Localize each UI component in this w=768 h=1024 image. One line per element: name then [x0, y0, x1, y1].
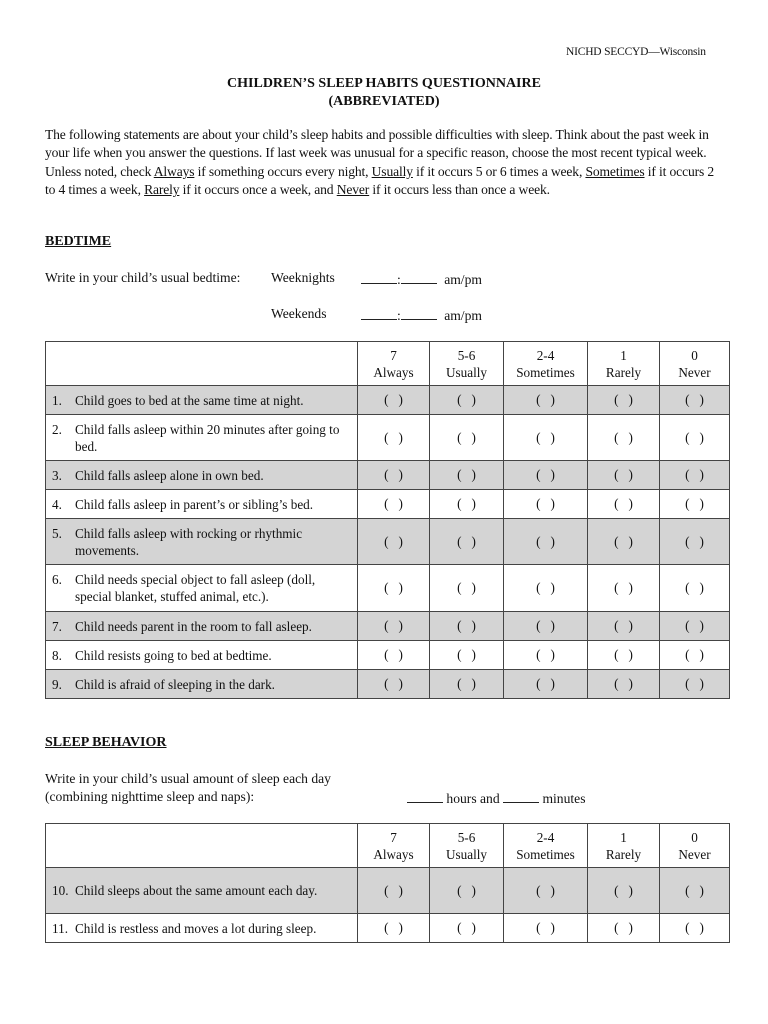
weekends-minute-blank[interactable] — [401, 306, 437, 320]
intro-text-4: if it occurs 2 to 4 times a week, — [45, 163, 715, 198]
answer-checkbox-always[interactable]: ( ) — [358, 868, 430, 914]
column-frequency: 2-4 — [536, 347, 555, 363]
sleep-behavior-table-body — [46, 824, 730, 943]
column-label: Usually — [445, 846, 488, 862]
column-label: Usually — [445, 364, 488, 380]
answer-checkbox-always[interactable]: ( ) — [358, 461, 430, 490]
intro-text-5: if it occurs once a week, and — [179, 182, 337, 198]
answer-checkbox-sometimes[interactable]: ( ) — [504, 461, 588, 490]
question-content — [52, 647, 351, 664]
intro-sometimes: Sometimes — [585, 163, 645, 179]
column-header — [660, 824, 730, 868]
question-content — [52, 467, 351, 484]
answer-checkbox-never[interactable]: ( ) — [660, 868, 730, 914]
weekends-ampm: am/pm — [444, 308, 482, 323]
sleep-amount-field[interactable] — [407, 789, 586, 807]
answer-checkbox-never[interactable]: ( ) — [660, 565, 730, 612]
question-text: Child sleeps about the same amount each day. — [75, 883, 318, 898]
answer-checkbox-sometimes[interactable]: ( ) — [504, 670, 588, 699]
weeknights-ampm: am/pm — [444, 272, 482, 287]
sleep-amount-prompt-line2: (combining nighttime sleep and naps): — [45, 789, 255, 804]
question-cell — [46, 641, 358, 670]
minutes-blank[interactable] — [503, 789, 539, 803]
question-row — [46, 565, 730, 612]
question-text: Child needs parent in the room to fall asleep. — [75, 618, 312, 634]
answer-checkbox-sometimes[interactable]: ( ) — [504, 641, 588, 670]
answer-checkbox-never[interactable]: ( ) — [660, 914, 730, 943]
answer-checkbox-rarely[interactable]: ( ) — [588, 386, 660, 415]
answer-checkbox-usually[interactable]: ( ) — [430, 868, 504, 914]
column-frequency: 0 — [691, 829, 698, 845]
question-row — [46, 461, 730, 490]
question-cell — [46, 490, 358, 519]
answer-checkbox-sometimes[interactable]: ( ) — [504, 386, 588, 415]
bedtime-table-body — [46, 342, 730, 699]
question-row — [46, 670, 730, 699]
question-content — [52, 525, 351, 559]
question-cell — [46, 386, 358, 415]
answer-checkbox-usually[interactable]: ( ) — [430, 461, 504, 490]
column-frequency: 5-6 — [457, 347, 476, 363]
answer-checkbox-usually[interactable]: ( ) — [430, 565, 504, 612]
question-text: Child falls asleep alone in own bed. — [75, 467, 264, 483]
column-label: Always — [373, 846, 414, 862]
weeknights-hour-blank[interactable] — [361, 270, 397, 284]
answer-checkbox-sometimes[interactable]: ( ) — [504, 519, 588, 565]
column-label: Always — [373, 364, 414, 380]
column-header — [504, 824, 588, 868]
column-label: Sometimes — [516, 364, 575, 380]
column-label: Sometimes — [516, 846, 575, 862]
question-cell — [46, 612, 358, 641]
answer-checkbox-rarely[interactable]: ( ) — [588, 868, 660, 914]
column-label: Never — [678, 364, 711, 380]
intro-always: Always — [153, 163, 195, 179]
question-number: 10. — [52, 883, 69, 898]
question-number: 11. — [52, 920, 68, 936]
intro-text-2: if something occurs every night, — [194, 163, 372, 179]
question-content — [52, 392, 351, 409]
question-row — [46, 386, 730, 415]
question-text: Child falls asleep within 20 minutes after going to bed. — [75, 421, 340, 454]
question-row — [46, 519, 730, 565]
intro-text-3: if it occurs 5 or 6 times a week, — [412, 163, 586, 179]
question-cell — [46, 461, 358, 490]
table-header-row — [46, 342, 730, 386]
answer-checkbox-always[interactable]: ( ) — [358, 490, 430, 519]
answer-checkbox-never[interactable]: ( ) — [660, 519, 730, 565]
question-content — [52, 920, 351, 937]
bedtime-prompt: Write in your child’s usual bedtime: — [45, 270, 241, 285]
question-number: 1. — [52, 392, 62, 408]
column-header — [358, 824, 430, 868]
answer-checkbox-rarely[interactable]: ( ) — [588, 612, 660, 641]
answer-checkbox-always[interactable]: ( ) — [358, 386, 430, 415]
question-cell — [46, 565, 358, 612]
weeknights-time-field[interactable] — [361, 270, 482, 288]
sleep-behavior-table — [45, 823, 730, 943]
column-frequency: 7 — [390, 829, 397, 845]
question-number: 8. — [52, 647, 62, 663]
instructions-paragraph — [45, 126, 725, 200]
answer-checkbox-sometimes[interactable]: ( ) — [504, 612, 588, 641]
question-content — [52, 571, 351, 605]
intro-text-1: The following statements are about your child’s sleep habits and possible difficulties with sleep. Think about the past week in your life when you answer the questions. If last week was unusual for a specific reason, choose the most recent typical week. Unless noted, check — [45, 127, 709, 179]
answer-checkbox-sometimes[interactable]: ( ) — [504, 490, 588, 519]
question-text: Child needs special object to fall asleep (doll, special blanket, stuffed animal, etc.). — [75, 572, 316, 604]
answer-checkbox-never[interactable]: ( ) — [660, 386, 730, 415]
weeknights-minute-blank[interactable] — [401, 270, 437, 284]
answer-checkbox-usually[interactable]: ( ) — [430, 641, 504, 670]
weeknights-sep: : — [397, 272, 401, 287]
answer-checkbox-never[interactable]: ( ) — [660, 461, 730, 490]
question-text: Child falls asleep with rocking or rhythmic movements. — [75, 525, 303, 558]
question-row — [46, 490, 730, 519]
question-number: 5. — [52, 525, 62, 541]
weekends-label: Weekends — [271, 306, 327, 321]
column-frequency: 1 — [620, 829, 627, 845]
answer-checkbox-sometimes[interactable]: ( ) — [504, 914, 588, 943]
weeknights-label: Weeknights — [271, 270, 335, 285]
intro-never: Never — [336, 182, 370, 198]
answer-checkbox-rarely[interactable]: ( ) — [588, 519, 660, 565]
question-cell — [46, 415, 358, 461]
answer-checkbox-usually[interactable]: ( ) — [430, 670, 504, 699]
header-blank-cell — [46, 342, 358, 386]
column-label: Rarely — [605, 846, 642, 862]
answer-checkbox-always[interactable]: ( ) — [358, 641, 430, 670]
answer-checkbox-rarely[interactable]: ( ) — [588, 415, 660, 461]
header-org: NICHD SECCYD—Wisconsin — [566, 46, 706, 58]
page-subtitle: (ABBREVIATED) — [328, 94, 440, 109]
question-content — [52, 421, 351, 455]
question-cell — [46, 868, 358, 914]
header-blank-cell — [46, 824, 358, 868]
question-number: 2. — [52, 421, 62, 437]
column-label: Rarely — [605, 364, 642, 380]
question-row — [46, 415, 730, 461]
answer-checkbox-never[interactable]: ( ) — [660, 670, 730, 699]
answer-checkbox-never[interactable]: ( ) — [660, 490, 730, 519]
minutes-label: minutes — [542, 791, 586, 806]
question-text: Child goes to bed at the same time at night. — [75, 392, 304, 408]
sleep-behavior-heading: SLEEP BEHAVIOR — [45, 735, 167, 750]
column-frequency: 1 — [620, 347, 627, 363]
table-header-row — [46, 824, 730, 868]
bedtime-table — [45, 341, 730, 699]
answer-checkbox-always[interactable]: ( ) — [358, 415, 430, 461]
answer-checkbox-usually[interactable]: ( ) — [430, 612, 504, 641]
question-text: Child resists going to bed at bedtime. — [75, 647, 272, 663]
hours-blank[interactable] — [407, 789, 443, 803]
intro-rarely: Rarely — [144, 182, 180, 198]
hours-label: hours and — [446, 791, 500, 806]
question-number: 4. — [52, 496, 62, 512]
answer-checkbox-rarely[interactable]: ( ) — [588, 461, 660, 490]
answer-checkbox-always[interactable]: ( ) — [358, 612, 430, 641]
question-number: 3. — [52, 467, 62, 483]
answer-checkbox-rarely[interactable]: ( ) — [588, 490, 660, 519]
column-frequency: 0 — [691, 347, 698, 363]
page-title: CHILDREN’S SLEEP HABITS QUESTIONNAIRE — [227, 76, 541, 91]
answer-checkbox-always[interactable]: ( ) — [358, 670, 430, 699]
answer-checkbox-always[interactable]: ( ) — [358, 565, 430, 612]
answer-checkbox-usually[interactable]: ( ) — [430, 914, 504, 943]
answer-checkbox-never[interactable]: ( ) — [660, 612, 730, 641]
column-header — [430, 824, 504, 868]
answer-checkbox-usually[interactable]: ( ) — [430, 490, 504, 519]
intro-usually: Usually — [371, 163, 413, 179]
answer-checkbox-never[interactable]: ( ) — [660, 415, 730, 461]
bedtime-heading: BEDTIME — [45, 234, 112, 249]
column-header — [588, 824, 660, 868]
answer-checkbox-sometimes[interactable]: ( ) — [504, 415, 588, 461]
question-number: 9. — [52, 676, 62, 692]
question-content — [52, 496, 351, 513]
column-frequency: 2-4 — [536, 829, 555, 845]
column-header — [660, 342, 730, 386]
answer-checkbox-usually[interactable]: ( ) — [430, 415, 504, 461]
column-header — [430, 342, 504, 386]
answer-checkbox-always[interactable]: ( ) — [358, 914, 430, 943]
column-label: Never — [678, 846, 711, 862]
question-content — [52, 882, 351, 899]
question-number: 7. — [52, 618, 62, 634]
question-row — [46, 914, 730, 943]
answer-checkbox-rarely[interactable]: ( ) — [588, 565, 660, 612]
answer-checkbox-usually[interactable]: ( ) — [430, 519, 504, 565]
column-frequency: 7 — [390, 347, 397, 363]
question-row — [46, 641, 730, 670]
column-header — [358, 342, 430, 386]
column-header — [504, 342, 588, 386]
column-header — [588, 342, 660, 386]
answer-checkbox-rarely[interactable]: ( ) — [588, 914, 660, 943]
answer-checkbox-never[interactable]: ( ) — [660, 641, 730, 670]
question-text: Child is afraid of sleeping in the dark. — [75, 676, 275, 692]
weekends-hour-blank[interactable] — [361, 306, 397, 320]
question-content — [52, 618, 351, 635]
question-cell — [46, 914, 358, 943]
question-content — [52, 676, 351, 693]
answer-checkbox-usually[interactable]: ( ) — [430, 386, 504, 415]
question-text: Child falls asleep in parent’s or sibling’s bed. — [75, 496, 314, 512]
answer-checkbox-rarely[interactable]: ( ) — [588, 670, 660, 699]
answer-checkbox-sometimes[interactable]: ( ) — [504, 868, 588, 914]
column-frequency: 5-6 — [457, 829, 476, 845]
question-cell — [46, 519, 358, 565]
question-number: 6. — [52, 572, 62, 587]
weekends-time-field[interactable] — [361, 306, 482, 324]
question-cell — [46, 670, 358, 699]
answer-checkbox-always[interactable]: ( ) — [358, 519, 430, 565]
answer-checkbox-rarely[interactable]: ( ) — [588, 641, 660, 670]
intro-text-6: if it occurs less than once a week. — [369, 182, 550, 198]
question-text: Child is restless and moves a lot during sleep. — [75, 920, 317, 936]
question-row — [46, 868, 730, 914]
sleep-amount-prompt-line1: Write in your child’s usual amount of sleep each day — [45, 771, 331, 786]
question-row — [46, 612, 730, 641]
answer-checkbox-sometimes[interactable]: ( ) — [504, 565, 588, 612]
weekends-sep: : — [397, 308, 401, 323]
